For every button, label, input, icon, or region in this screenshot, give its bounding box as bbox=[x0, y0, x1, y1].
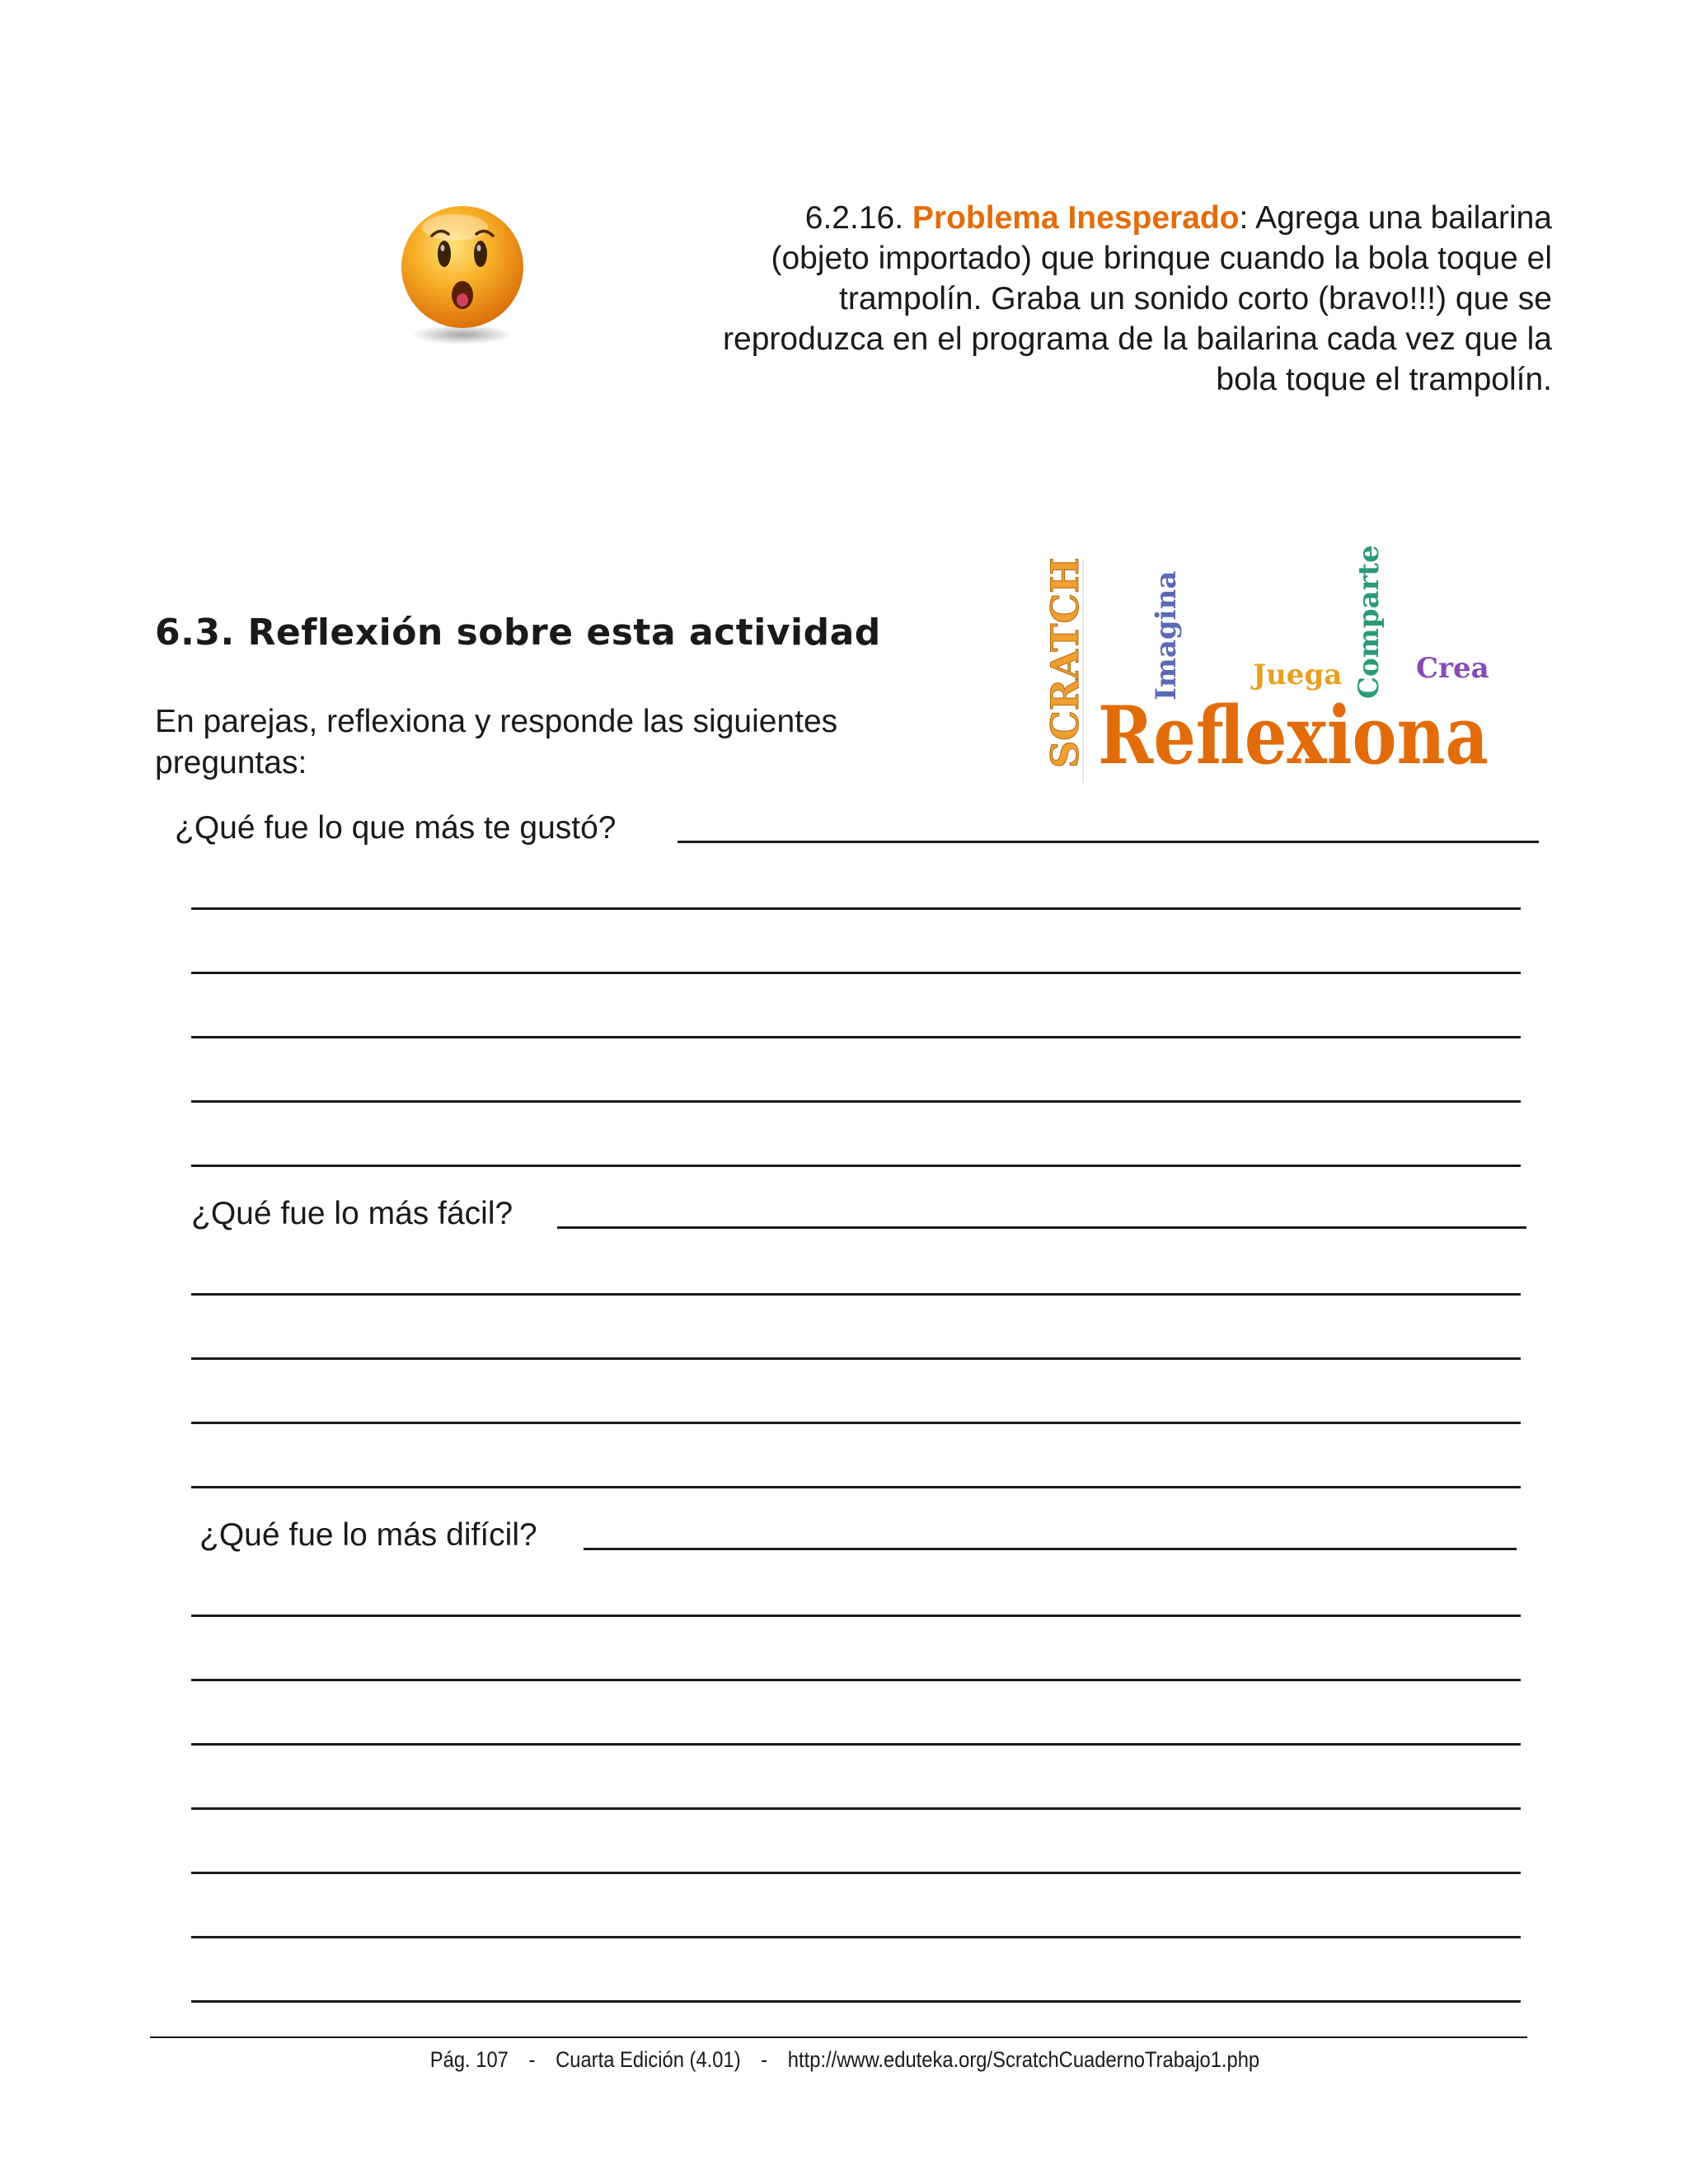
question-3: ¿Qué fue lo más difícil? bbox=[199, 1517, 537, 1553]
problem-line-1: : Agrega una bailarina bbox=[1239, 200, 1552, 236]
question-2-answer-line[interactable] bbox=[557, 1226, 1526, 1229]
surprised-face-icon bbox=[399, 203, 526, 348]
footer-divider bbox=[150, 2036, 1527, 2038]
footer-separator: - bbox=[761, 2047, 768, 2072]
footer-edition: Cuarta Edición (4.01) bbox=[556, 2047, 741, 2072]
answer-line[interactable] bbox=[191, 1165, 1521, 1167]
word-scratch: SCRATCH bbox=[1043, 557, 1087, 768]
footer-page-number: Pág. 107 bbox=[429, 2047, 509, 2072]
question-1-answer-line[interactable] bbox=[678, 841, 1539, 843]
problem-line-5: bola toque el trampolín. bbox=[1216, 362, 1552, 397]
question-1: ¿Qué fue lo que más te gustó? bbox=[175, 810, 617, 846]
answer-line[interactable] bbox=[191, 1615, 1521, 1617]
answer-line[interactable] bbox=[191, 1293, 1521, 1296]
answer-line[interactable] bbox=[191, 1357, 1521, 1360]
section-title: 6.3. Reflexión sobre esta actividad bbox=[155, 612, 881, 654]
problem-line-4: reproduzca en el programa de la bailarina cada vez que la bbox=[723, 321, 1552, 357]
answer-line[interactable] bbox=[191, 1036, 1521, 1038]
answer-line[interactable] bbox=[191, 1100, 1521, 1103]
footer-separator: - bbox=[528, 2047, 536, 2072]
intro-line-2: preguntas: bbox=[155, 745, 307, 780]
word-reflexiona: Reflexiona bbox=[1098, 689, 1489, 782]
word-imagina: Imagina bbox=[1150, 570, 1183, 701]
answer-line[interactable] bbox=[191, 1422, 1521, 1424]
problem-line-2: (objeto importado) que brinque cuando la bola toque el bbox=[771, 241, 1552, 276]
answer-line[interactable] bbox=[191, 972, 1521, 974]
answer-line[interactable] bbox=[191, 1486, 1521, 1488]
problem-line-3: trampolín. Graba un sonido corto (bravo!!!) que se bbox=[839, 281, 1552, 316]
footer-url[interactable]: http://www.eduteka.org/ScratchCuadernoTrabajo1.php bbox=[787, 2047, 1260, 2072]
answer-line[interactable] bbox=[191, 1743, 1521, 1746]
word-crea: Crea bbox=[1416, 652, 1489, 685]
word-juega: Juega bbox=[1253, 658, 1343, 691]
problem-text bbox=[626, 198, 1552, 400]
answer-line[interactable] bbox=[191, 1936, 1521, 1938]
intro-line-1: En parejas, reflexiona y responde las siguientes bbox=[155, 704, 838, 739]
answer-line[interactable] bbox=[191, 2000, 1521, 2003]
question-3-answer-line[interactable] bbox=[584, 1548, 1517, 1550]
page-footer bbox=[102, 2047, 1587, 2073]
answer-line[interactable] bbox=[191, 907, 1521, 910]
problem-title: Problema Inesperado bbox=[912, 200, 1240, 236]
problem-number: 6.2.16. bbox=[804, 200, 904, 236]
answer-line[interactable] bbox=[191, 1872, 1521, 1874]
reflexiona-word-cloud bbox=[1006, 545, 1493, 791]
question-2: ¿Qué fue lo más fácil? bbox=[191, 1196, 513, 1231]
answer-line[interactable] bbox=[191, 1679, 1521, 1681]
section-intro bbox=[155, 701, 946, 784]
word-comparte: Comparte bbox=[1353, 545, 1386, 699]
answer-line[interactable] bbox=[191, 1807, 1521, 1810]
